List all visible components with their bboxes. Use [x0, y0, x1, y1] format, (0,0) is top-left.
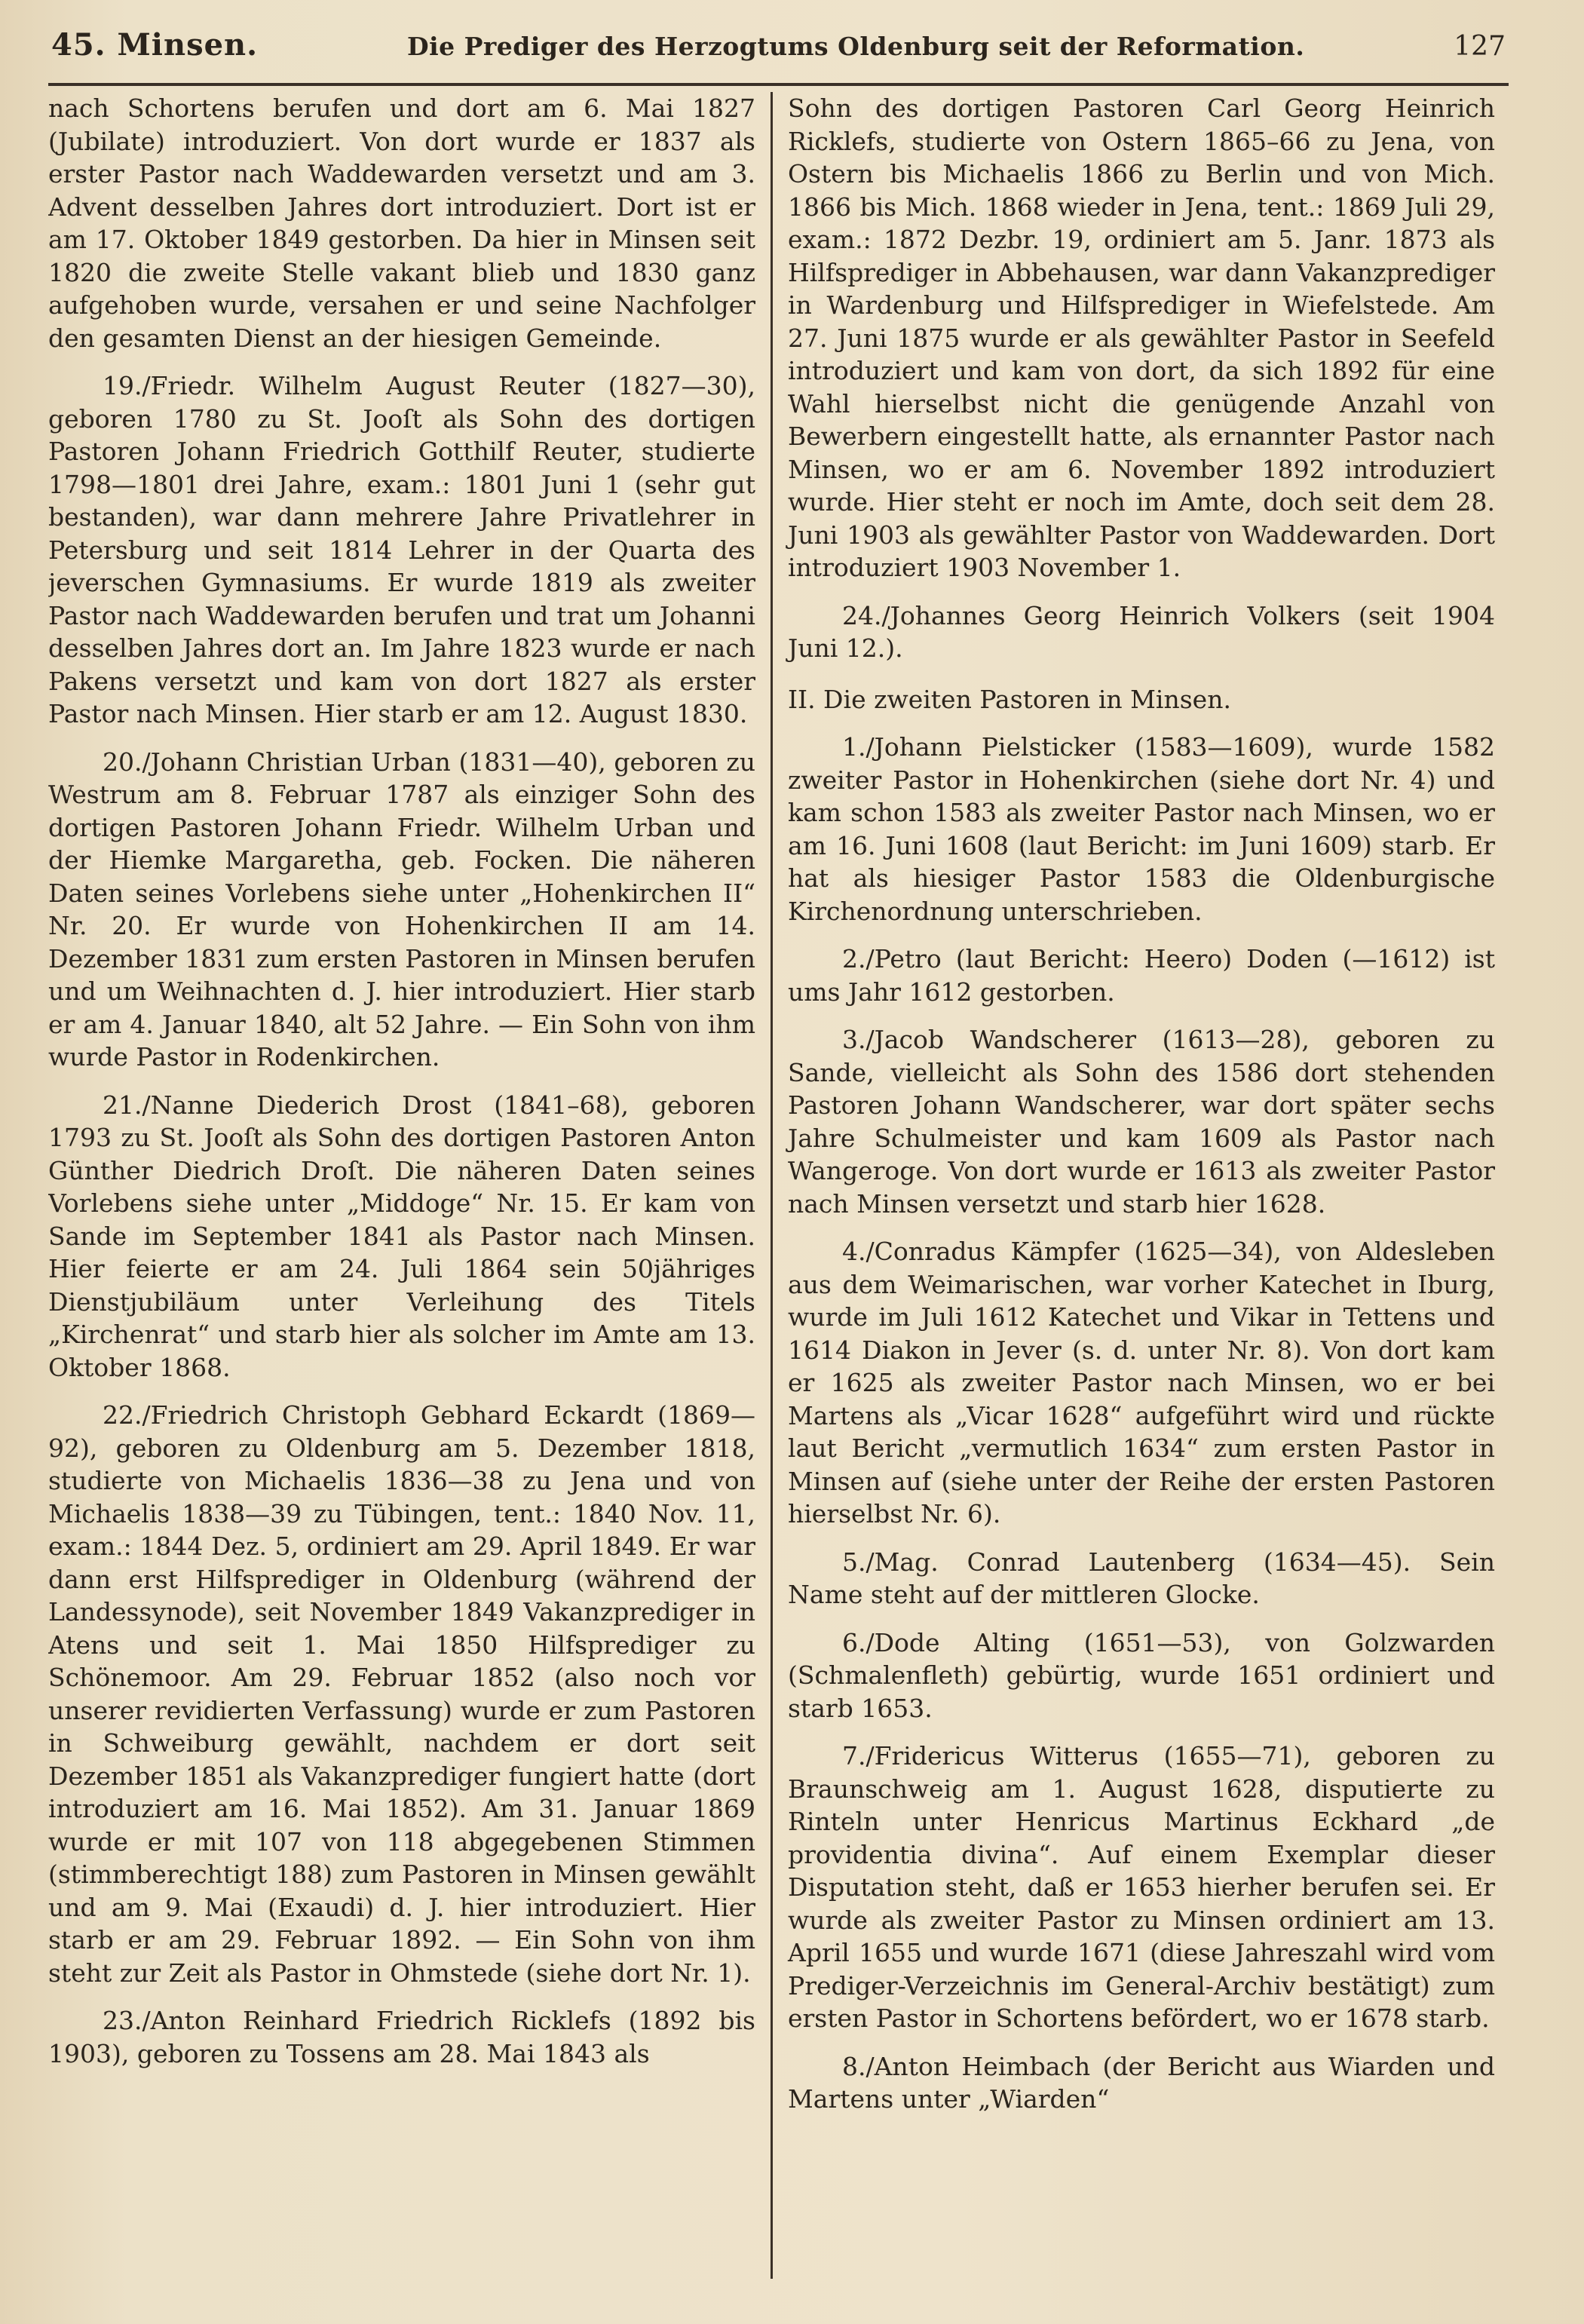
text-columns [48, 92, 1509, 2279]
paragraph: 19./Friedr. Wilhelm August Reuter (1827—30), geboren 1780 zu St. Jooſt als Sohn des dortigen Pastoren Johann Friedrich Gotthilf Reuter, studierte 1798—1801 drei Jahre, exam.: 1801 Juni 1 (sehr gut bestanden), war dann mehrere Jahre Privatlehrer in Petersburg und seit 1814 Lehrer in der Quarta des jeverschen Gymnasiums. Er wurde 1819 als zweiter Pastor nach Waddewarden berufen und trat um Johanni desselben Jahres dort an. Im Jahre 1823 wurde er nach Pakens versetzt und kam von dort 1827 als erster Pastor nach Minsen. Hier starb er am 12. August 1830. [48, 371, 755, 728]
header-running-title: Die Prediger des Herzogtums Oldenburg seit der Reformation. [406, 32, 1305, 61]
paragraph: 22./Friedrich Christoph Gebhard Eckardt (1869—92), geboren zu Oldenburg am 5. Dezember 1818, studierte von Michaelis 1836—38 zu Jena und von Michaelis 1838—39 zu Tübingen, tent.: 1840 Nov. 11, exam.: 1844 Dez. 5, ordiniert am 29. April 1849. Er war dann erst Hilfsprediger in Oldenburg (während der Landessynode), seit November 1849 Vakanzprediger in Atens und seit 1. Mai 1850 Hilfsprediger zu Schönemoor. Am 29. Februar 1852 (also noch vor unserer revidierten Verfassung) wurde er zum Pastoren in Schweiburg gewählt, nachdem er dort seit Dezember 1851 als Vakanzprediger fungiert hatte (dort introduziert am 16. Mai 1852). Am 31. Januar 1869 wurde er mit 107 von 118 abgegebenen Stimmen (stimmberechtigt 188) zum Pastoren in Minsen gewählt und am 9. Mai (Exaudi) d. J. hier introduziert. Hier starb er am 29. Februar 1892. — Ein Sohn von ihm steht zur Zeit als Pastor in Ohmstede (siehe dort Nr. 1). [48, 1400, 755, 1988]
paragraph: 20./Johann Christian Urban (1831—40), geboren zu Westrum am 8. Februar 1787 als einziger Sohn des dortigen Pastoren Johann Friedr. Wilhelm Urban und der Hiemke Margaretha, geb. Focken. Die näheren Daten seines Vorlebens siehe unter „Hohenkirchen II“ Nr. 20. Er wurde von Hohenkirchen II am 14. Dezember 1831 zum ersten Pastoren in Minsen berufen und um Weihnachten d. J. hier introduziert. Hier starb er am 4. Januar 1840, alt 52 Jahre. — Ein Sohn von ihm wurde Pastor in Rodenkirchen. [48, 747, 755, 1072]
paragraph: 4./Conradus Kämpfer (1625—34), von Aldesleben aus dem Weimarischen, war vorher Katechet in Iburg, wurde im Juli 1612 Katechet und Vikar in Tettens und 1614 Diakon in Jever (s. d. unter Nr. 8). Von dort kam er 1625 als zweiter Pastor nach Minsen, wo er bei Martens als „Vicar 1628“ aufgeführt wird und rückte laut Bericht „vermutlich 1634“ zum ersten Pastor in Minsen auf (siehe unter der Reihe der ersten Pastoren hierselbst Nr. 6). [788, 1237, 1495, 1528]
paragraph: 1./Johann Pielsticker (1583—1609), wurde 1582 zweiter Pastor in Hohenkirchen (siehe dort Nr. 4) und kam schon 1583 als zweiter Pastor nach Minsen, wo er am 16. Juni 1608 (laut Bericht: im Juni 1609) starb. Er hat als hiesiger Pastor 1583 die Oldenburgische Kirchenordnung unterschrieben. [788, 732, 1495, 926]
left-column [48, 92, 764, 2279]
paragraph: Sohn des dortigen Pastoren Carl Georg Heinrich Ricklefs, studierte von Ostern 1865–66 zu Jena, von Ostern bis Michaelis 1866 zu Berlin und von Mich. 1866 bis Mich. 1868 wieder in Jena, tent.: 1869 Juli 29, exam.: 1872 Dezbr. 19, ordiniert am 5. Janr. 1873 als Hilfsprediger in Abbehausen, war dann Vakanzprediger in Wardenburg und Hilfsprediger in Wiefelstede. Am 27. Juni 1875 wurde er als gewählter Pastor in Seefeld introduziert und kam von dort, da sich 1892 für eine Wahl hierselbst nicht die genügende Anzahl von Bewerbern eingestellt hatte, als ernannter Pastor nach Minsen, wo er am 6. November 1892 introduziert wurde. Hier steht er noch im Amte, doch seit dem 28. Juni 1903 als gewählter Pastor von Waddewarden. Dort introduziert 1903 November 1. [788, 94, 1495, 582]
paragraph: 7./Fridericus Witterus (1655—71), geboren zu Braunschweig am 1. August 1628, disputierte zu Rinteln unter Henricus Martinus Eckhard „de providentia divina“. Auf einem Exemplar dieser Disputation steht, daß er 1653 hierher berufen sei. Er wurde als zweiter Pastor zu Minsen ordiniert am 13. April 1655 und wurde 1671 (diese Jahreszahl wird vom Prediger-Verzeichnis im General-Archiv bestätigt) zum ersten Pastor in Schortens befördert, wo er 1678 starb. [788, 1741, 1495, 2033]
page-header [48, 27, 1509, 80]
header-rule [48, 83, 1509, 86]
page-number: 127 [1454, 31, 1506, 62]
paragraph: 24./Johannes Georg Heinrich Volkers (seit 1904 Juni 12.). [788, 600, 1495, 663]
section-heading: II. Die zweiten Pastoren in Minsen. [788, 684, 1231, 714]
paragraph: 23./Anton Reinhard Friedrich Ricklefs (1892 bis 1903), geboren zu Tossens am 28. Mai 1843 als [48, 2006, 755, 2068]
right-column [779, 92, 1495, 2279]
paragraph: 8./Anton Heimbach (der Bericht aus Wiarden und Martens unter „Wiarden“ [788, 2051, 1495, 2114]
column-divider [771, 92, 773, 2279]
paragraph: 3./Jacob Wandscherer (1613—28), geboren zu Sande, vielleicht als Sohn des 1586 dort stehenden Pastoren Johann Wandscherer, war dort später sechs Jahre Schulmeister und kam 1609 als Pastor nach Wangeroge. Von dort wurde er 1613 als zweiter Pastor nach Minsen versetzt und starb hier 1628. [788, 1025, 1495, 1219]
paragraph: 2./Petro (laut Bericht: Heero) Doden (—1612) ist ums Jahr 1612 gestorben. [788, 944, 1495, 1007]
paragraph: 21./Nanne Diederich Drost (1841–68), geboren 1793 zu St. Jooſt als Sohn des dortigen Pastoren Anton Günther Diedrich Droſt. Die näheren Daten seines Vorlebens siehe unter „Middoge“ Nr. 15. Er kam von Sande im September 1841 als Pastor nach Minsen. Hier feierte er am 24. Juli 1864 sein 50jähriges Dienstjubiläum unter Verleihung des Titels „Kirchenrat“ und starb hier als solcher im Amte am 13. Oktober 1868. [48, 1090, 755, 1382]
paragraph: nach Schortens berufen und dort am 6. Mai 1827 (Jubilate) introduziert. Von dort wurde er 1837 als erster Pastor nach Waddewarden versetzt und am 3. Advent desselben Jahres dort introduziert. Dort ist er am 17. Oktober 1849 gestorben. Da hier in Minsen seit 1820 die zweite Stelle vakant blieb und 1830 ganz aufgehoben wurde, versahen er und seine Nachfolger den gesamten Dienst an der hiesigen Gemeinde. [48, 94, 755, 353]
header-section-title: 45. Minsen. [51, 27, 259, 63]
paragraph: 6./Dode Alting (1651—53), von Golzwarden (Schmalenfleth) gebürtig, wurde 1651 ordiniert und starb 1653. [788, 1627, 1495, 1723]
paragraph: 5./Mag. Conrad Lautenberg (1634—45). Sein Name steht auf der mittleren Glocke. [788, 1547, 1495, 1609]
